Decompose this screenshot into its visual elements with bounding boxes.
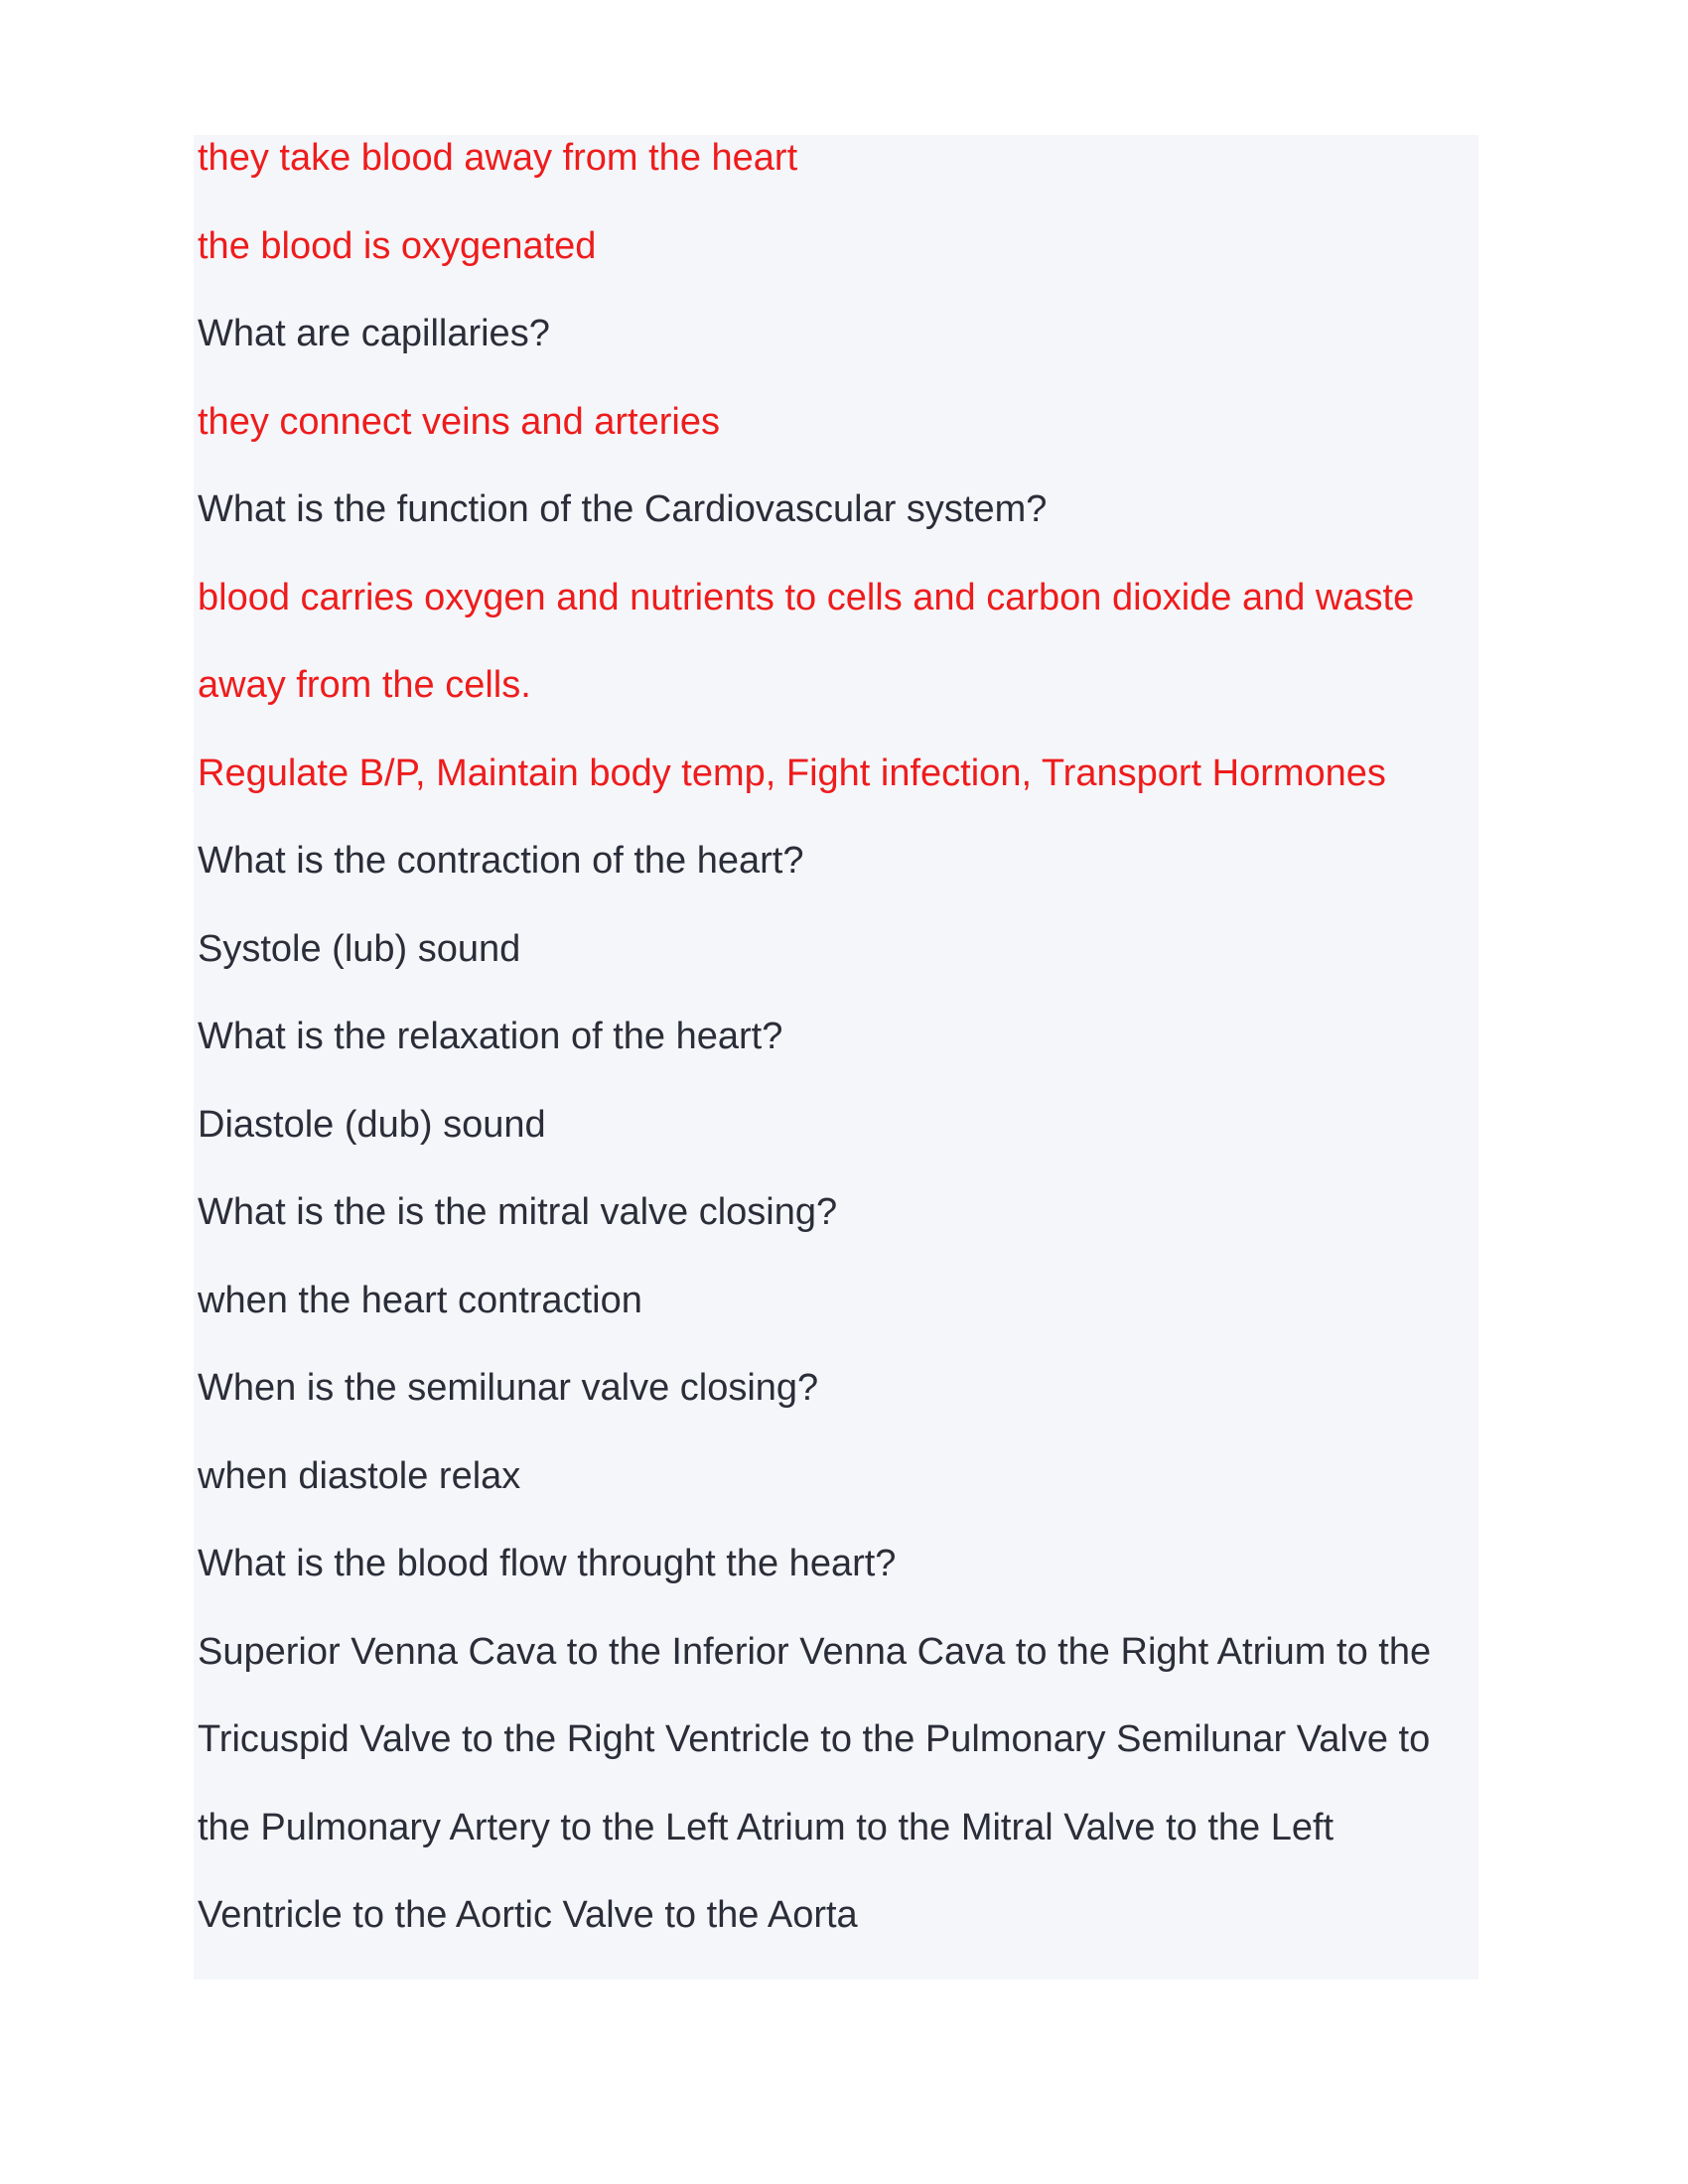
text-line: when diastole relax <box>198 1454 521 1497</box>
text-line: the blood is oxygenated <box>198 224 597 267</box>
text-line: Tricuspid Valve to the Right Ventricle to the Pulmonary Semilunar Valve to <box>198 1718 1431 1760</box>
text-line: Systole (lub) sound <box>198 927 521 970</box>
text-line: Regulate B/P, Maintain body temp, Fight infection, Transport Hormones <box>198 751 1386 794</box>
text-lines <box>198 136 1431 1981</box>
text-line: they take blood away from the heart <box>198 137 798 179</box>
text-line: What are capillaries? <box>198 313 550 354</box>
text-line: Ventricle to the Aortic Valve to the Aorta <box>198 1894 858 1936</box>
text-line: When is the semilunar valve closing? <box>198 1367 819 1409</box>
text-line: What is the blood flow throught the heart? <box>198 1543 897 1584</box>
text-line: Superior Venna Cava to the Inferior Venna Cava to the Right Atrium to the <box>198 1630 1432 1673</box>
text-line: Diastole (dub) sound <box>198 1103 546 1146</box>
text-line: blood carries oxygen and nutrients to cells and carbon dioxide and waste <box>198 576 1415 618</box>
text-line: they connect veins and arteries <box>198 400 720 443</box>
text-line: What is the contraction of the heart? <box>198 840 804 882</box>
text-line: What is the relaxation of the heart? <box>198 1016 783 1057</box>
text-line: away from the cells. <box>198 664 531 706</box>
text-line: What is the function of the Cardiovascular system? <box>198 488 1048 530</box>
text-line: the Pulmonary Artery to the Left Atrium to the Mitral Valve to the Left <box>198 1806 1335 1848</box>
text-line: when the heart contraction <box>198 1279 642 1321</box>
text-line: What is the is the mitral valve closing? <box>198 1191 838 1233</box>
